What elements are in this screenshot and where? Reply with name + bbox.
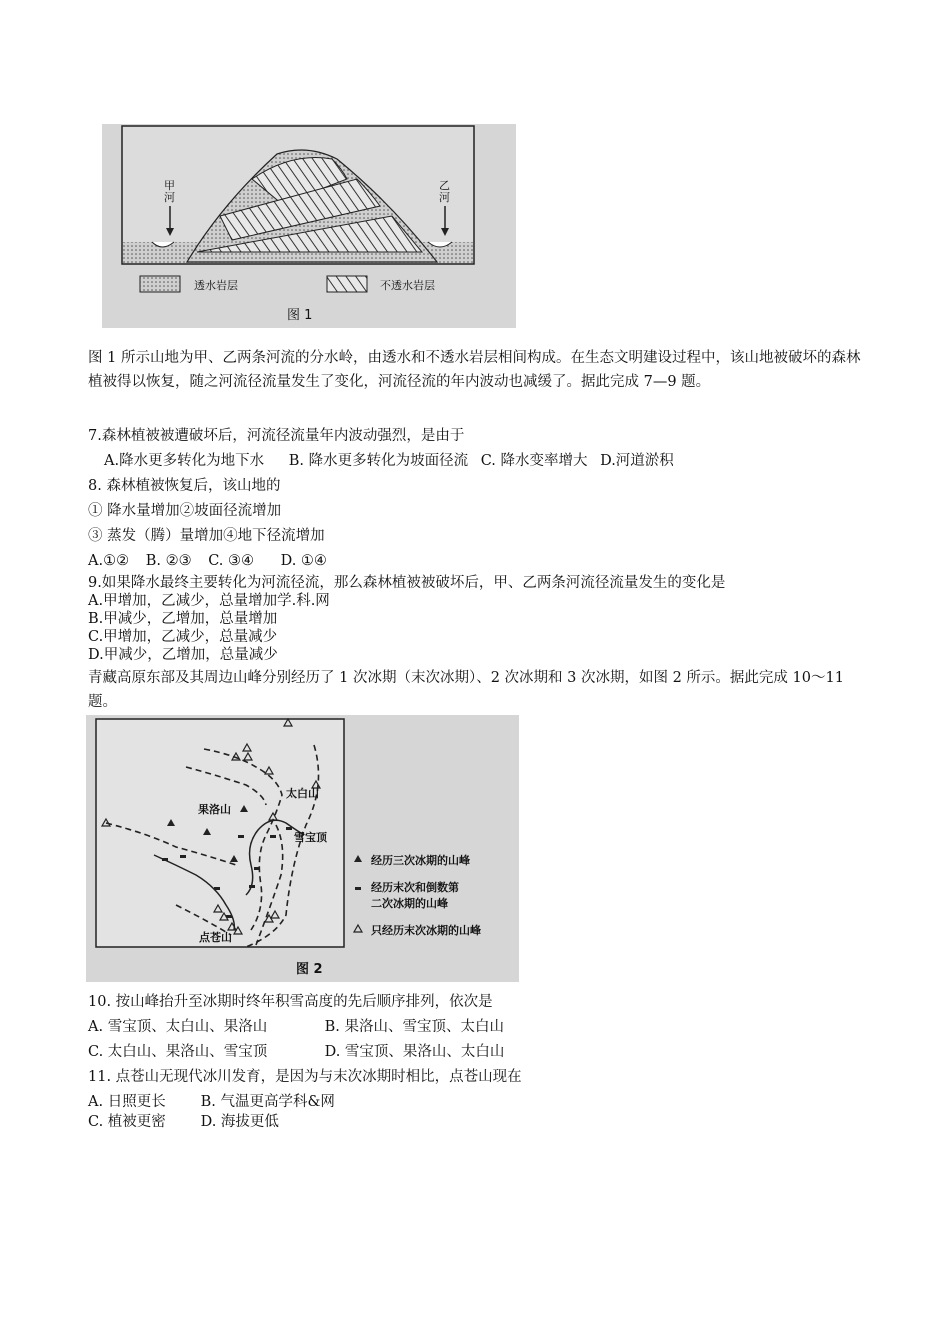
legend-three-glaciations: 经历三次冰期的山峰 bbox=[371, 854, 470, 867]
option-7b: B. 降水更多转化为坡面径流 bbox=[288, 453, 469, 469]
option-7d: D.河道淤积 bbox=[600, 453, 674, 469]
option-11b: B. 气温更高学科&网 bbox=[200, 1094, 335, 1110]
option-10b: B. 果洛山、雪宝顶、太白山 bbox=[324, 1019, 504, 1035]
label-guoluo-mountain: 果洛山 bbox=[198, 803, 231, 816]
question-10-stem: 10. 按山峰抬升至冰期时终年积雪高度的先后顺序排列，依次是 bbox=[88, 994, 493, 1010]
legend-two-glaciations-line-2: 二次冰期的山峰 bbox=[371, 897, 448, 910]
label-jia-river: 甲 河 bbox=[164, 179, 175, 204]
question-10-options-row-1 bbox=[88, 1015, 504, 1039]
question-9-stem: 9.如果降水最终主要转化为河流径流，那么森林植被被破坏后，甲、乙两条河流径流量发生的变化是 bbox=[88, 575, 726, 591]
question-8-options bbox=[88, 549, 327, 573]
label-diancang-mountain: 点苍山 bbox=[199, 931, 232, 944]
label-taibai-mountain: 太白山 bbox=[286, 787, 319, 800]
option-9d: D.甲减少，乙增加，总量减少 bbox=[88, 647, 278, 663]
legend-permeable-label: 透水岩层 bbox=[194, 279, 238, 292]
option-11c: C. 植被更密 bbox=[88, 1114, 166, 1130]
question-7-stem: 7.森林植被被遭破坏后，河流径流量年内波动强烈，是由于 bbox=[88, 428, 465, 444]
intro-paragraph-1: 图 1 所示山地为甲、乙两条河流的分水岭，由透水和不透水岩层相间构成。在生态文明建设过程中，该山地被破坏的森林植被得以恢复，随之河流径流量发生了变化，河流径流的年内波动也减缓了。据此完成 7—9 题。 bbox=[88, 350, 861, 390]
intro-paragraph-2: 青藏高原东部及其周边山峰分别经历了 1 次冰期（末次冰期）、2 次冰期和 3 次冰期，如图 2 所示。据此完成 10～11 题。 bbox=[88, 670, 844, 710]
option-8b: B. ②③ bbox=[145, 553, 192, 569]
option-11a: A. 日照更长 bbox=[88, 1094, 166, 1110]
option-7c: C. 降水变率增大 bbox=[480, 453, 588, 469]
option-9c: C.甲增加，乙减少，总量减少 bbox=[88, 629, 278, 645]
question-7-options bbox=[104, 449, 674, 473]
option-10c: C. 太白山、果洛山、雪宝顶 bbox=[88, 1044, 268, 1060]
option-8d: D. ①④ bbox=[280, 553, 327, 569]
label-yi-river: 乙 河 bbox=[439, 179, 450, 204]
option-7a: A.降水更多转化为地下水 bbox=[104, 453, 265, 469]
option-11d: D. 海拔更低 bbox=[200, 1114, 279, 1130]
question-10-options-row-2 bbox=[88, 1040, 504, 1064]
figure-1-caption: 图 1 bbox=[287, 308, 313, 323]
question-8-line-2: ③ 蒸发（腾）量增加④地下径流增加 bbox=[88, 528, 325, 544]
figure-2-caption: 图 2 bbox=[296, 962, 323, 977]
legend-one-glaciation: 只经历末次冰期的山峰 bbox=[371, 924, 481, 937]
question-8-stem: 8. 森林植被恢复后，该山地的 bbox=[88, 478, 281, 494]
figure-1-cross-section bbox=[102, 124, 516, 328]
question-11-stem: 11. 点苍山无现代冰川发育，是因为与末次冰期时相比，点苍山现在 bbox=[88, 1069, 522, 1085]
option-8c: C. ③④ bbox=[208, 553, 254, 569]
label-xuebao-peak: 雪宝顶 bbox=[294, 831, 327, 844]
question-11-options-row-2 bbox=[88, 1110, 279, 1134]
option-9a: A.甲增加，乙减少，总量增加学.科.网 bbox=[88, 593, 330, 609]
question-8-line-1: ① 降水量增加②坡面径流增加 bbox=[88, 503, 282, 519]
legend-two-glaciations-line-1: 经历末次和倒数第 bbox=[371, 881, 459, 894]
legend-impermeable-label: 不透水岩层 bbox=[380, 279, 435, 292]
figure-2-map bbox=[86, 715, 519, 982]
option-10d: D. 雪宝顶、果洛山、太白山 bbox=[324, 1044, 505, 1060]
option-9b: B.甲减少，乙增加，总量增加 bbox=[88, 611, 278, 627]
option-10a: A. 雪宝顶、太白山、果洛山 bbox=[88, 1019, 268, 1035]
option-8a: A.①② bbox=[88, 553, 130, 569]
